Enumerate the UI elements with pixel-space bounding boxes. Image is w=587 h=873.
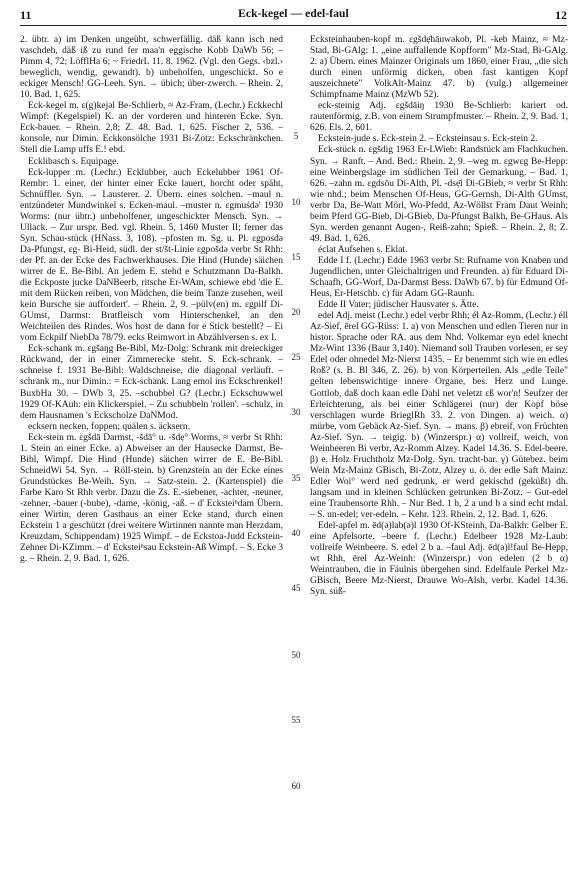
entry-paragraph: 2. übtr. a) im Denken ungeübt, schwerfällig. däß kann isch ned vaschdeh, däß iß zu rund fer maa'n eggische Kobb DaWb 56; – Pimm 4, 72; LöfflHa 6; ~ FriedrL 11. 8. 1962. (Vgl. den Gegs. ‹bzl.› beweglich, wendig, gewandt). b) unbeholfen, ungeschickt. So e eckiger Mensch! GG-Leeh. Syn. → übich; über-zwerch. – Rhein. 2, 10. Bad. 1, 625. (20, 35, 283, 101)
entry-paragraph: Edel-apfel m. ēd(ә)lab(ә)l 1930 Of-KSteinh, Da-Balkh: Gelber E. eine Apfelsorte. –beere f. (Lechr.) Edelbeer 1928 Mz-Laub: vollreife Weinbeere. S. edel 2 b a. –faul Adj. ēd(ә)l!faul Be-Hepp, wt Rhh, ērel Az-Weinh: (Winzerspr.) von edelen (2 b α) Weintrauben, die in Fäulnis übergehen sind. Edelfaule Perkel Mz-GBisch, Beere Mz-Nierst, Drauwe Wo-Alsh, verbr. Kadel 14.36. Syn. süß- (310, 521, 568, 598)
entry-paragraph: edel Adj. meist (Lechr.) edel verbr Rhh; él Az-Romm, (Lechr.) éll Az-Sief, ērel GG-Rüss: 1. a) von Menschen und edlen Tieren nur in histor. Sprache oder RA. aus dem Nhd. Volkemar eyn edel knecht Mz-Wint 1336 (Baur 3,140). Niemand soll Trauben vorlesen, er sey Edel oder ohnedel Mz-Nierst 1435. – Er benemmt sich wie en edles Roß? (s. B. Bl 346, Z. 26). b) von Körperteilen. Als „edle Teile" gelten lebenswichtige innere Organe, bes. Herz und Lunge. Gottlob, daß doch kaan edle Dahl net veletzt ɛß wor'n! Seufzer der Erleichterung, als bei einer Schlägerei (nur) der Kopf böse verschlagen wurde BrieglRh 33. 2. von Dingen. a) weich. α) mürbe, vom Gebäck Az-Sief. Syn. → mans. β) ebreif, von Früchten Az-Sief. Syn. → teigig. b) (Winzerspr.) α) vollreif, weich, von Weinbeeren Bi verbr, Az-Romm Alzey. Kadel 14.36. S. Edel-beere. β) e. Holz Fruchtholz Mz-Dolg. Syn. tracht-bar. γ) Gütebez. beim Wein Mz-Mainz GBisch, Bi-Zotz, Alzey u. ö. der edle Saft Mainz. Edler Woi° werd ned gedrunk, er werd gekischd (geküßt) dh. langsam und in kleinen Schlücken getrunken Bi-Zotz. – Gut-edel eine Traubensorte Rhh. – Nur Bed. 1 b, 2 a und b a sind echt mdal. – S. un-edel; ver-edeln. – Kehr. 123. Rhein. 2, 12. Bad. 1, 626. (310, 311, 568, 521)
entry-paragraph: Edde I f. (Lechr.) Edde 1963 verbr St: Rufname von Knaben und Jugendlichen, unter Gleichaltrigen und Freunden. a) für Eduard Di-Schaafh, GG-Worf, Da-Darmst Bess. DaWb 67. b) für Edmund Of-Heus, Er-Hetschb. c) für Adam GG-Raunh. (310, 255, 568, 300)
entry-paragraph: Eck-kegel m. ɛ(g)kejәl Be-Schlierb, ≈ Az-Fram, (Lechr.) Eckkechl Wimpf: (Kegelspiel) K. an der vorderen und hinteren Ecke. Syn. Eck-bauer. – Rhein. 2,8; Z. 48. Bad. 1, 625. Fischer 2, 536. –konsole, nur Dimin. Eckkonsölche 1931 Bi-Zotz: Eckschränkchen. Stell die Lamp uffs E.! ebd. (20, 101, 283, 156)
entry-paragraph: Ecksteinhauben-kopf m. ɛgšdẹ̄hāuwәkob, Pl. -keb Mainz, ≈ Mz-Stad, Bi-GAlg: 1. „eine auffallende Kopfform" Mz-Stad, Bi-GAlg. 2. a) Übern. eines Mainzer Originals um 1860, einer Frau, „die sich durch einen unförmig dicken, oben fast kantigen Kopf auszeichnete" VolkAlt-Mainz 47. b) (vulg.) allgemeiner Schimpfname Mainz (MzWb 52). (310, 35, 568, 101)
line-number: 40 (291, 528, 301, 538)
entry-paragraph: Ecklibasch s. Equipage. (28, 156, 119, 167)
running-title: Eck-kegel — edel-faul (238, 8, 349, 20)
entry-paragraph: Eck-stein m. ɛgšdā Darmst, -šdā° u. -šdẹ° Worms, ≈ verbr St Rhh: 1. Stein an einer Ecke. a) Abweiser an der Hausecke Darmst, Be-Bibl, Wimpf. Die Hind (Hunde) säichen wirrer de E. Be-Bibl. SchneidWi 54. Syn. → Röll-stein. b) Grenzstein an der Ecke eines Grundstückes Be-Weih. Syn. → Satz-stein. 2. (Kartenspiel) die Farbe Karo St Rhh verbr. Dazu die Zs. E.-siebener, -achter, -neuner, -zehner, -bauer (-bube), -dame, -könig, -aß. – d' Ecksteiⁿdam Übern. einer Wirtin, deren Gasthaus an einer Ecke stand, durch einen Eckstein 1 a geschützt (drei weitere Wirtinnen nannte man Herzdam, Kreuzdam, Schippendam) 1925 Wimpf. – de Eckstoa-Judd Eckstein-Zehner Di-KZimm. – d' Ecksteiⁿsau Eckstein-Aß Wimpf. – S. Ecke 3 g. – Rhein. 2, 9. Bad. 1, 626. (20, 432, 283, 565)
line-number: 20 (291, 307, 301, 317)
line-number: 60 (291, 781, 301, 791)
entry-paragraph: eck-steinig Adj. ɛgšdāiŋ 1930 Be-Schlierb: kariert od. rautenförmig, z.B. von einem Strumpfmuster. – Rhein. 2, 9. Bad. 1, 626. Els. 2, 601. (310, 101, 568, 134)
left-page-number: 11 (20, 8, 32, 22)
line-number: 5 (293, 131, 299, 141)
line-number: 30 (291, 407, 301, 417)
line-number: 45 (291, 583, 301, 593)
entry-paragraph: Eckstein-jude s. Eck-stein 2. – Ecksteinsau s. Eck-stein 2. (318, 134, 538, 145)
header-rule (20, 25, 567, 26)
page-header (20, 8, 567, 24)
line-number: 55 (291, 715, 301, 725)
entry-paragraph: ecksern necken, foppen; quälen s. äcksern. (28, 421, 190, 432)
entry-paragraph: éclat Aufsehen s. Eklat. (318, 244, 408, 255)
entry-paragraph: Eck-lupper m. (Lechr.) Ecklubber, auch Eckelubber 1961 Of-Rembr: 1. einer, der hinter einer Ecke lauert, horcht oder späht, Schnüffler. Syn. → Lausterer. 2. Übern. eines solchen. –maul n. entzündeter Mundwinkel s. Ecken-maul. –muster n. ɛgmuśdә' 1930 Worms: (nur übtr.) unbeholfener, ungeschickter Mensch. Syn. → Ullack. – Zur urspr. Bed. vgl. Rhein. 5, 1460 Muster II; ferner das Syn. Schau-stück (HNass. 3, 108). –pfosten m. Sg. u. Pl. ɛgposdә Da-Pfungst, ɛg- Bi-Heid, südl. der st/št-Linie ɛgpošdә verbr St Rhh: der Pf. an der Ecke des Fachwerkhauses. Die Hind (Hunde) säichen wirrer de E. Be-Bibl. An jedem E. stehd e Schutzmann Da-Balkh. die Eckposte jucke DaNBeerb, ritsche Er-WAm, schiewe ebd 'die E. mit dem Rücken reiben, von Mädchen, die beim Tanze zusehen, weil kein Bursche sie auffordert'. – Rhein. 2, 9. –pülv(en) m. ɛgpilf Di-GUmst, Darmst: Bratfleisch vom Hinterschenkel, an den Weichteilen des Rindes. Wos host de dann for e Stick bestellt? – Ei vom Eckpilf NiebDa 78/79. ecks Reimwort in Abzählversen s. ex I. (20, 167, 283, 344)
entry-paragraph: Edde II Vater; jüdischer Hausvater s. Ätte. (318, 300, 479, 311)
entry-paragraph: Eck-stück n. ɛgšdig 1963 Er-LWieb: Randstück am Flachkuchen. Syn. → Ranft. – And. Bed.: Rhein. 2, 9. –weg m. ɛgwɛg Be-Hepp: eine Weinbergslage im südlichen Teil der Gemarkung. – Bad. 1, 626. –zahn m. ɛgdsōu Di-Alth, Pl. -dsẹ̄i Di-GBieb, ≈ verbr St Rhh: wie nhd.; beim Menschen Of-Heus, GG-Gernsh, Di-Alth GUmst, verbr Da, Be-Watt Mörl, Wo-Pfedd, Az-Wöllst Fram Daut Weinh; beim Pferd GG-Bieb, Di-GBieb, Da-Pfungst Balkh, Be-GHaus. Als Syn. werden genannt Augen-, Reiß-zahn; Spieß. – Rhein. 2, 8; Z. 49. Bad. 1, 626. (310, 145, 568, 244)
line-number: 25 (291, 352, 301, 362)
line-number: 10 (291, 197, 301, 207)
line-number: 15 (291, 252, 301, 262)
line-number: 50 (291, 650, 301, 660)
entry-paragraph: Eck-schank m. ɛgšaŋg Be-Bibl, Mz-Dolg: Schrank mit dreieckiger Rückwand, der in einer Zimmerecke steht. S. Eck-schrank. –schneise f. 1931 Be-Bibl: Waldschneise, die diagonal verläuft. –schrank m., nur Dimin.: = Eck-schank. Lang emol ins Eckschrenkel! BuxbHa 30. – DWb 3, 25. –schubbel G? (Lechr.) Eckschuwwel 1929 Of-KAuh: ein Klickerspiel. – Zu schubbeln 'rollen'. –schulz, in dem Hausnamen 's Eckscholze DaNMod. (20, 344, 283, 421)
left-column (20, 35, 283, 565)
right-column (310, 35, 568, 598)
right-page-number: 12 (555, 8, 567, 22)
line-number: 35 (291, 473, 301, 483)
